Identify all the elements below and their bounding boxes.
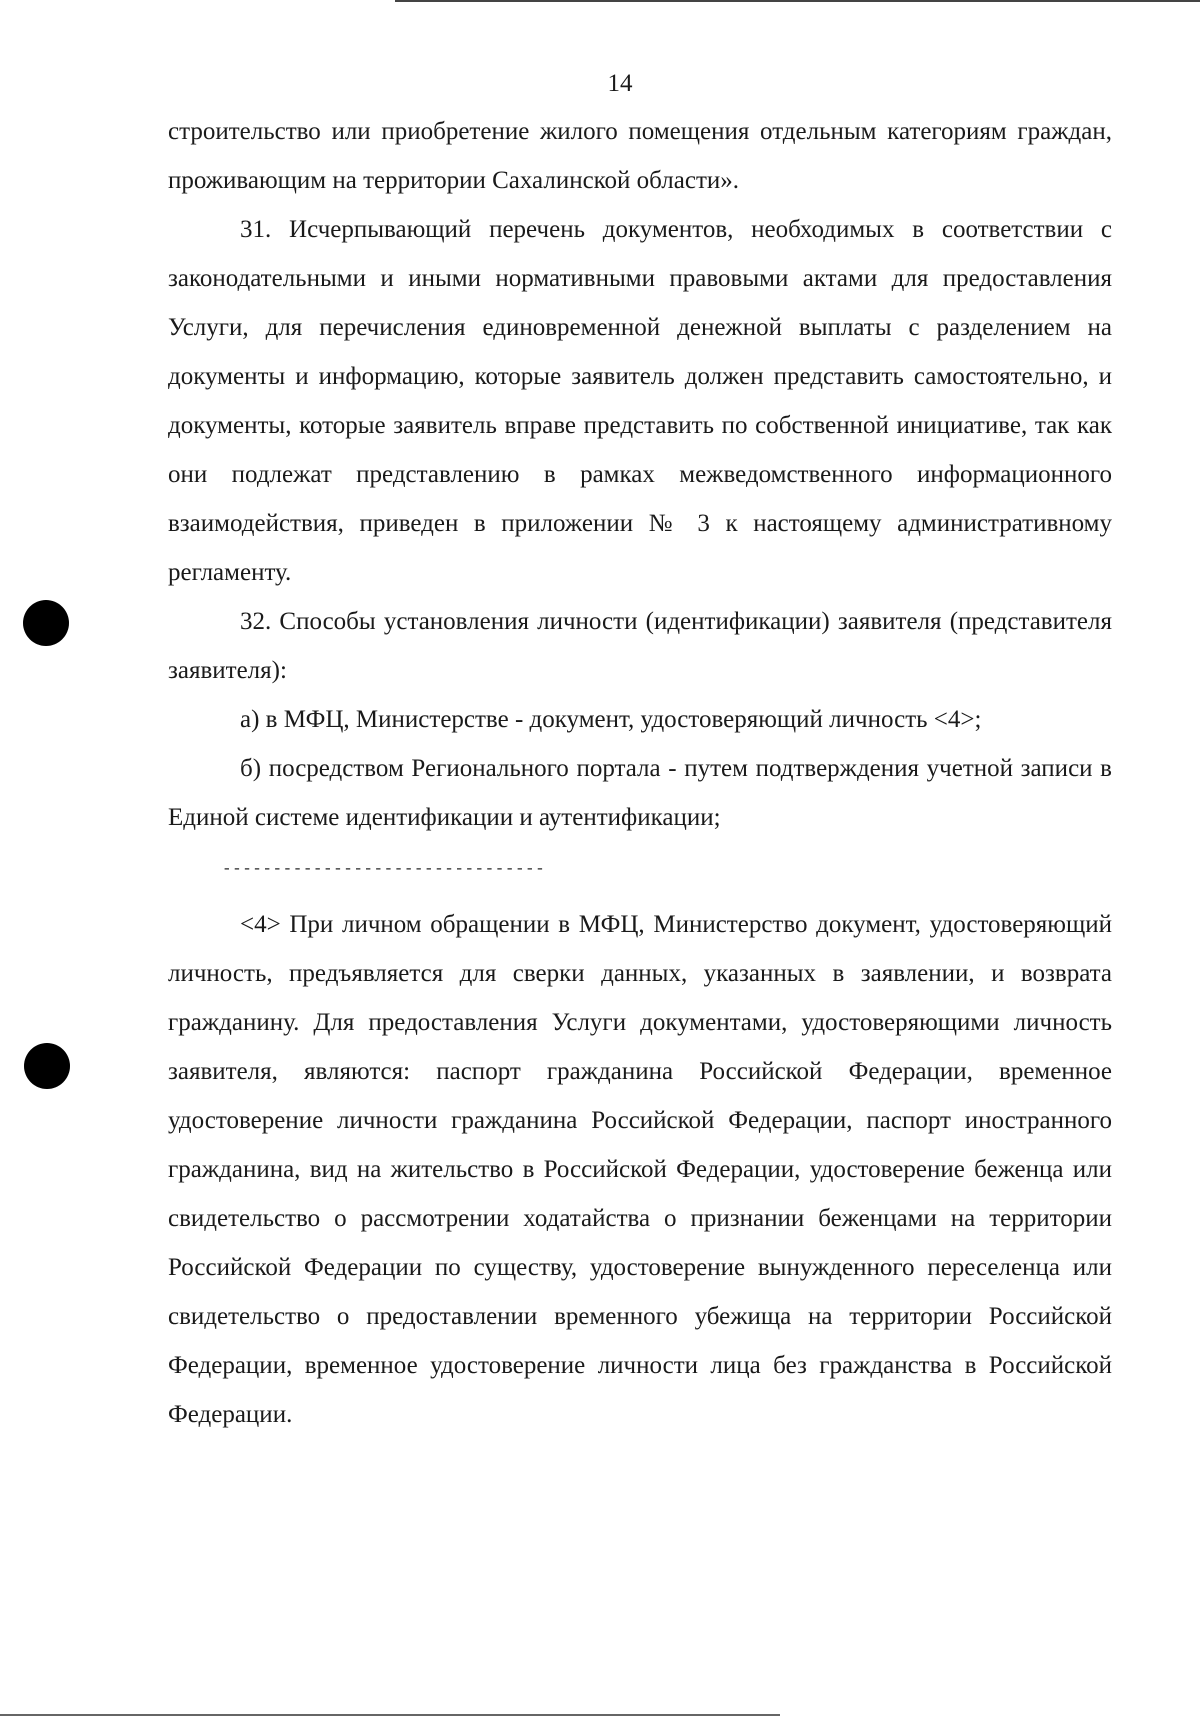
footnote-separator: -------------------------------- [222,860,546,878]
footnote-text: <4> При личном обращении в МФЦ, Министерство документ, удостоверяющий личность, предъявляется для сверки данных, указанных в заявлении, и возврата гражданину. Для предоставления Услуги документами, удостоверяющими личность заявителя, являются: паспорт гражданина Российской Федерации, временное удостоверение личности гражданина Российской Федерации, паспорт иностранного гражданина, вид на жительство в Российской Федерации, удостоверение беженца или свидетельство о рассмотрении ходатайства о признании беженцами на территории Российской Федерации по существу, удостоверение вынужденного переселенца или свидетельство о предоставлении временного убежища на территории Российской Федерации, временное удостоверение личности лица без гражданства в Российской Федерации. [168,911,1112,1428]
scan-edge-top [395,0,1200,2]
punch-hole-lower [24,1043,70,1089]
punch-hole-upper [23,600,69,646]
footnote [168,900,1112,1439]
paragraph-item-32: 32. Способы установления личности (идентификации) заявителя (представителя заявителя): [168,608,1112,684]
paragraph-continuation: строительство или приобретение жилого помещения отдельным категориям граждан, проживающим на территории Сахалинской области». [168,118,1112,194]
paragraph-item-32a: а) в МФЦ, Министерстве - документ, удостоверяющий личность <4>; [240,706,982,733]
paragraph-item-32b: б) посредством Регионального портала - путем подтверждения учетной записи в Единой системе идентификации и аутентификации; [168,755,1112,831]
paragraph-item-31: 31. Исчерпывающий перечень документов, необходимых в соответствии с законодательными и иными нормативными правовыми актами для предоставления Услуги, для перечисления единовременной денежной выплаты с разделением на документы и информацию, которые заявитель должен представить самостоятельно, и документы, которые заявитель вправе представить по собственной инициативе, так как они подлежат представлению в рамках межведомственного информационного взаимодействия, приведен в приложении № 3 к настоящему административному регламенту. [168,216,1112,586]
document-body [168,107,1112,1439]
page-number: 14 [607,70,633,97]
